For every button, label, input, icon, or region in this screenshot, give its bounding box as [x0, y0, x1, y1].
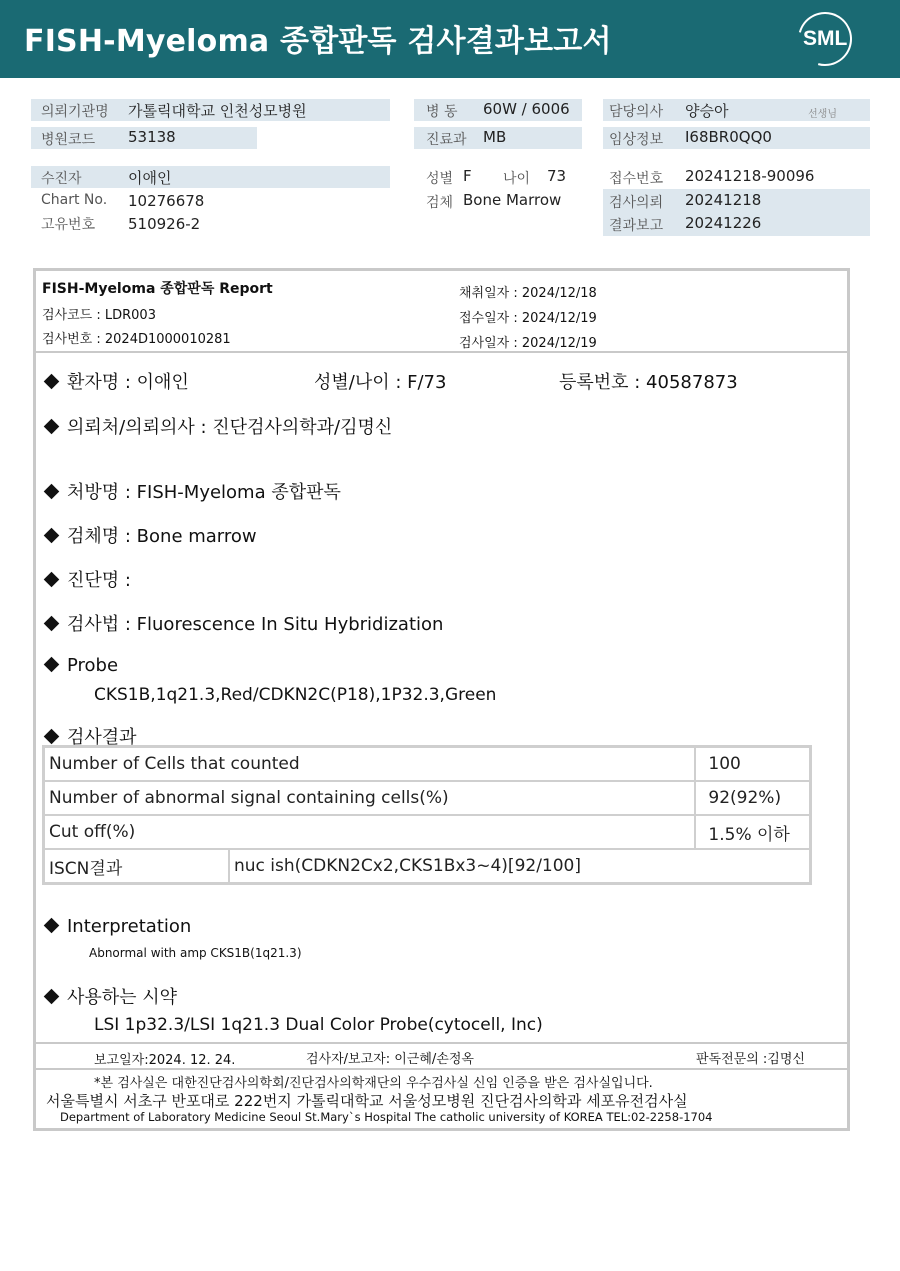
specimen-line-text: 검체명 : Bone marrow — [67, 526, 257, 547]
doctor-label: 담당의사 — [609, 104, 664, 120]
registration-line: 등록번호 : 40587873 — [559, 372, 738, 393]
uid-label: 고유번호 — [41, 217, 96, 233]
diagnosis-line — [44, 566, 131, 592]
chart-value: 10276678 — [128, 192, 205, 210]
diamond-bullet-icon — [44, 918, 60, 934]
interpretation-heading — [44, 916, 191, 937]
footer-report-date: 보고일자:2024. 12. 24. — [94, 1053, 236, 1068]
interpretation-text: Abnormal with amp CKS1B(1q21.3) — [89, 946, 302, 960]
hospital-code-value: 53138 — [128, 128, 176, 146]
receive-date: 접수일자 : 2024/12/19 — [459, 311, 597, 326]
footer-divider — [36, 1068, 847, 1070]
result-label-cell: Cut off(%) — [44, 815, 696, 849]
reagent-heading-text: 사용하는 시약 — [67, 987, 178, 1008]
test-number: 검사번호 : 2024D1000010281 — [42, 332, 231, 347]
table-row — [44, 781, 811, 815]
reagent-heading — [44, 983, 177, 1009]
report-title: FISH-Myeloma 종합판독 Report — [42, 281, 273, 297]
probe-detail: CKS1B,1q21.3,Red/CDKN2C(P18),1P32.3,Green — [94, 685, 497, 705]
patient-label: 수진자 — [41, 171, 82, 187]
reagent-text: LSI 1p32.3/LSI 1q21.3 Dual Color Probe(cytocell, Inc) — [94, 1015, 543, 1035]
report-date-label: 결과보고 — [609, 218, 664, 234]
patient-line-text: 환자명 : 이애인 — [67, 372, 189, 393]
patient-value: 이애인 — [128, 169, 172, 187]
iscn-value-cell: nuc ish(CDKN2Cx2,CKS1Bx3~4)[92/100] — [229, 849, 811, 884]
footer-address: 서울특별시 서초구 반포대로 222번지 가톨릭대학교 서울성모병원 진단검사의학과 세포유전검사실 — [46, 1092, 688, 1110]
probe-heading — [44, 655, 118, 676]
diamond-bullet-icon — [44, 616, 60, 632]
diamond-bullet-icon — [44, 657, 60, 673]
sex-value: F — [463, 167, 472, 185]
request-value: 20241218 — [685, 191, 762, 209]
specimen-line — [44, 522, 257, 548]
specimen-label: 검체 — [426, 195, 454, 211]
order-line — [44, 478, 341, 504]
sex-label: 성별 — [426, 171, 454, 187]
footer-english: Department of Laboratory Medicine Seoul St.Mary`s Hospital The catholic university of KOREA TEL:02-2258-1704 — [60, 1110, 713, 1124]
request-label: 검사의뢰 — [609, 195, 664, 211]
result-label-cell: Number of abnormal signal containing cells(%) — [44, 781, 696, 815]
table-row — [44, 747, 811, 782]
diamond-bullet-icon — [44, 528, 60, 544]
diamond-bullet-icon — [44, 374, 60, 390]
diagnosis-line-text: 진단명 : — [67, 570, 131, 591]
chart-label: Chart No. — [41, 192, 108, 208]
diamond-bullet-icon — [44, 572, 60, 588]
hospital-code-label: 병원코드 — [41, 132, 96, 148]
result-value-cell: 92(92%) — [695, 781, 810, 815]
table-row — [44, 849, 811, 884]
referrer-line — [44, 413, 392, 439]
dept-label: 진료과 — [426, 132, 467, 148]
report-date-value: 20241226 — [685, 214, 762, 232]
collect-date: 채취일자 : 2024/12/18 — [459, 286, 597, 301]
logo-text: SML — [803, 27, 848, 50]
result-table — [42, 745, 812, 885]
hospital-value: 가톨릭대학교 인천성모병원 — [128, 102, 307, 120]
patient-line — [44, 368, 189, 394]
diamond-bullet-icon — [44, 989, 60, 1005]
ward-label: 병 동 — [426, 104, 458, 120]
age-value: 73 — [547, 167, 567, 185]
page-title: FISH-Myeloma 종합판독 검사결과보고서 — [24, 24, 612, 59]
sml-logo — [798, 12, 854, 66]
footer-reader: 판독전문의 :김명신 — [696, 1052, 805, 1067]
method-line — [44, 610, 443, 636]
diamond-bullet-icon — [44, 484, 60, 500]
test-code: 검사코드 : LDR003 — [42, 308, 156, 323]
result-heading-text: 검사결과 — [67, 727, 137, 748]
footer-divider — [36, 1042, 847, 1044]
result-value-cell: 1.5% 이하 — [695, 815, 810, 849]
footer-testers: 검사자/보고자: 이근혜/손정옥 — [306, 1052, 474, 1067]
result-label-cell: Number of Cells that counted — [44, 747, 696, 782]
ward-value: 60W / 6006 — [483, 100, 570, 118]
iscn-label-cell: ISCN결과 — [44, 849, 230, 884]
table-row — [44, 815, 811, 849]
age-label: 나이 — [503, 171, 531, 187]
doctor-suffix: 선생님 — [808, 109, 837, 120]
result-value-cell: 100 — [695, 747, 810, 782]
patient-row-bg — [31, 166, 390, 188]
receipt-value: 20241218-90096 — [685, 167, 815, 185]
uid-value: 510926-2 — [128, 215, 201, 233]
hospital-label: 의뢰기관명 — [41, 104, 109, 120]
report-header — [0, 0, 900, 78]
probe-heading-text: Probe — [67, 655, 119, 676]
divider — [36, 351, 847, 353]
diamond-bullet-icon — [44, 419, 60, 435]
diamond-bullet-icon — [44, 729, 60, 745]
receipt-label: 접수번호 — [609, 171, 664, 187]
method-line-text: 검사법 : Fluorescence In Situ Hybridization — [67, 614, 444, 635]
order-line-text: 처방명 : FISH-Myeloma 종합판독 — [67, 482, 341, 503]
report-panel — [33, 268, 850, 1131]
doctor-value: 양승아 — [685, 102, 729, 120]
interpretation-heading-text: Interpretation — [67, 916, 192, 937]
dept-value: MB — [483, 128, 507, 146]
sexage-line: 성별/나이 : F/73 — [314, 372, 447, 393]
clinical-label: 임상정보 — [609, 132, 664, 148]
specimen-value: Bone Marrow — [463, 191, 562, 209]
referrer-line-text: 의뢰처/의뢰의사 : 진단검사의학과/김명신 — [67, 417, 393, 438]
clinical-value: I68BR0QQ0 — [685, 128, 772, 146]
footer-certification: *본 검사실은 대한진단검사의학회/진단검사의학재단의 우수검사실 신임 인증을 받은 검사실입니다. — [94, 1076, 653, 1091]
test-date: 검사일자 : 2024/12/19 — [459, 336, 597, 351]
